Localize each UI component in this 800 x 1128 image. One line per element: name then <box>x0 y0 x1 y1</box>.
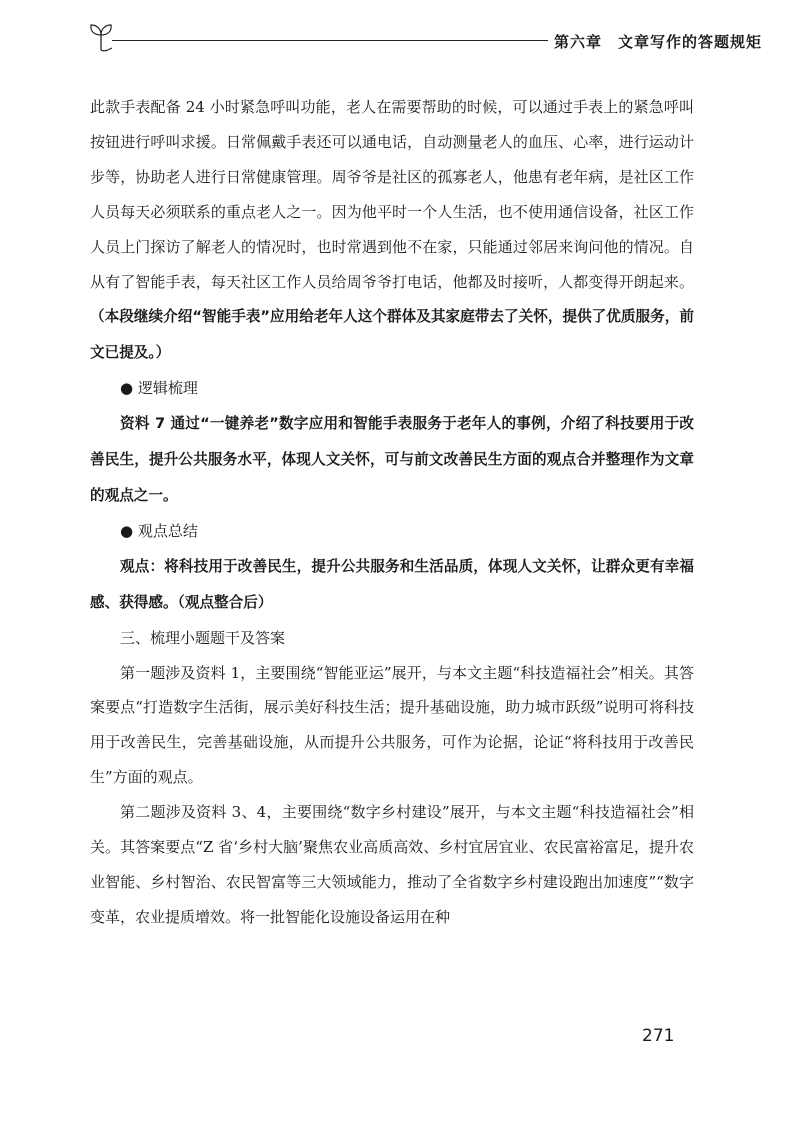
paragraph-text: 第二题涉及资料 3、4，主要围绕“数字乡村建设”展开，与本文主题“科技造福社会”相关。其答案要点“Z 省‘乡村大脑’聚焦农业高质高效、乡村宜居宜业、农民富裕富足，提升农业智能、乡村智治、农民智富等三大领域能力，推动了全省数字乡村建设跑出加速度”“数字变革，农业提质增效。将一批智能化设施设备运用在种 <box>90 803 694 926</box>
running-header <box>88 22 763 62</box>
header-rule <box>112 40 548 41</box>
page-body <box>90 90 694 935</box>
paragraph-summary <box>90 549 694 621</box>
paragraph-question-two <box>90 795 694 935</box>
heading-text: ● 观点总结 <box>120 521 198 540</box>
section-heading-logic <box>90 371 694 406</box>
section-heading-summary <box>90 514 694 549</box>
heading-text: 三、梳理小题题干及答案 <box>120 628 286 647</box>
page-number: 271 <box>642 1026 675 1046</box>
sprout-icon <box>88 22 114 52</box>
paragraph-watch-story <box>90 90 694 371</box>
paragraph-bold-text: 资料 7 通过“一键养老”数字应用和智能手表服务于老年人的事例，介绍了科技要用于改善民生，提升公共服务水平，体现人文关怀，可与前文改善民生方面的观点合并整理作为文章的观点之一。 <box>90 415 694 504</box>
section-heading-three <box>90 621 694 656</box>
heading-text: ● 逻辑梳理 <box>120 379 198 398</box>
chapter-title: 第六章 文章写作的答题规矩 <box>554 33 763 51</box>
paragraph-annotation: （本段继续介绍“智能手表”应用给老年人这个群体及其家庭带去了关怀，提供了优质服务，前文已提及。） <box>90 308 694 362</box>
paragraph-question-one <box>90 656 694 796</box>
paragraph-text: 第一题涉及资料 1，主要围绕“智能亚运”展开，与本文主题“科技造福社会”相关。其答案要点“打造数字生活街，展示美好科技生活；提升基础设施，助力城市跃级”说明可将科技用于改善民生，完善基础设施，从而提升公共服务，可作为论据，论证“将科技用于改善民生”方面的观点。 <box>90 663 694 787</box>
paragraph-logic <box>90 406 694 514</box>
paragraph-bold-text: 观点：将科技用于改善民生，提升公共服务和生活品质，体现人文关怀，让群众更有幸福感、获得感。（观点整合后） <box>90 557 694 611</box>
paragraph-text: 此款手表配备 24 小时紧急呼叫功能，老人在需要帮助的时候，可以通过手表上的紧急呼叫按钮进行呼叫求援。日常佩戴手表还可以通电话，自动测量老人的血压、心率，进行运动计步等，协助老人进行日常健康管理。周爷爷是社区的孤寡老人，他患有老年病，是社区工作人员每天必须联系的重点老人之一。因为他平时一个人生活，也不使用通信设备，社区工作人员上门探访了解老人的情况时，也时常遇到他不在家，只能通过邻居来询问他的情况。自从有了智能手表，每天社区工作人员给周爷爷打电话，他都及时接听，人都变得开朗起来。 <box>90 98 694 291</box>
